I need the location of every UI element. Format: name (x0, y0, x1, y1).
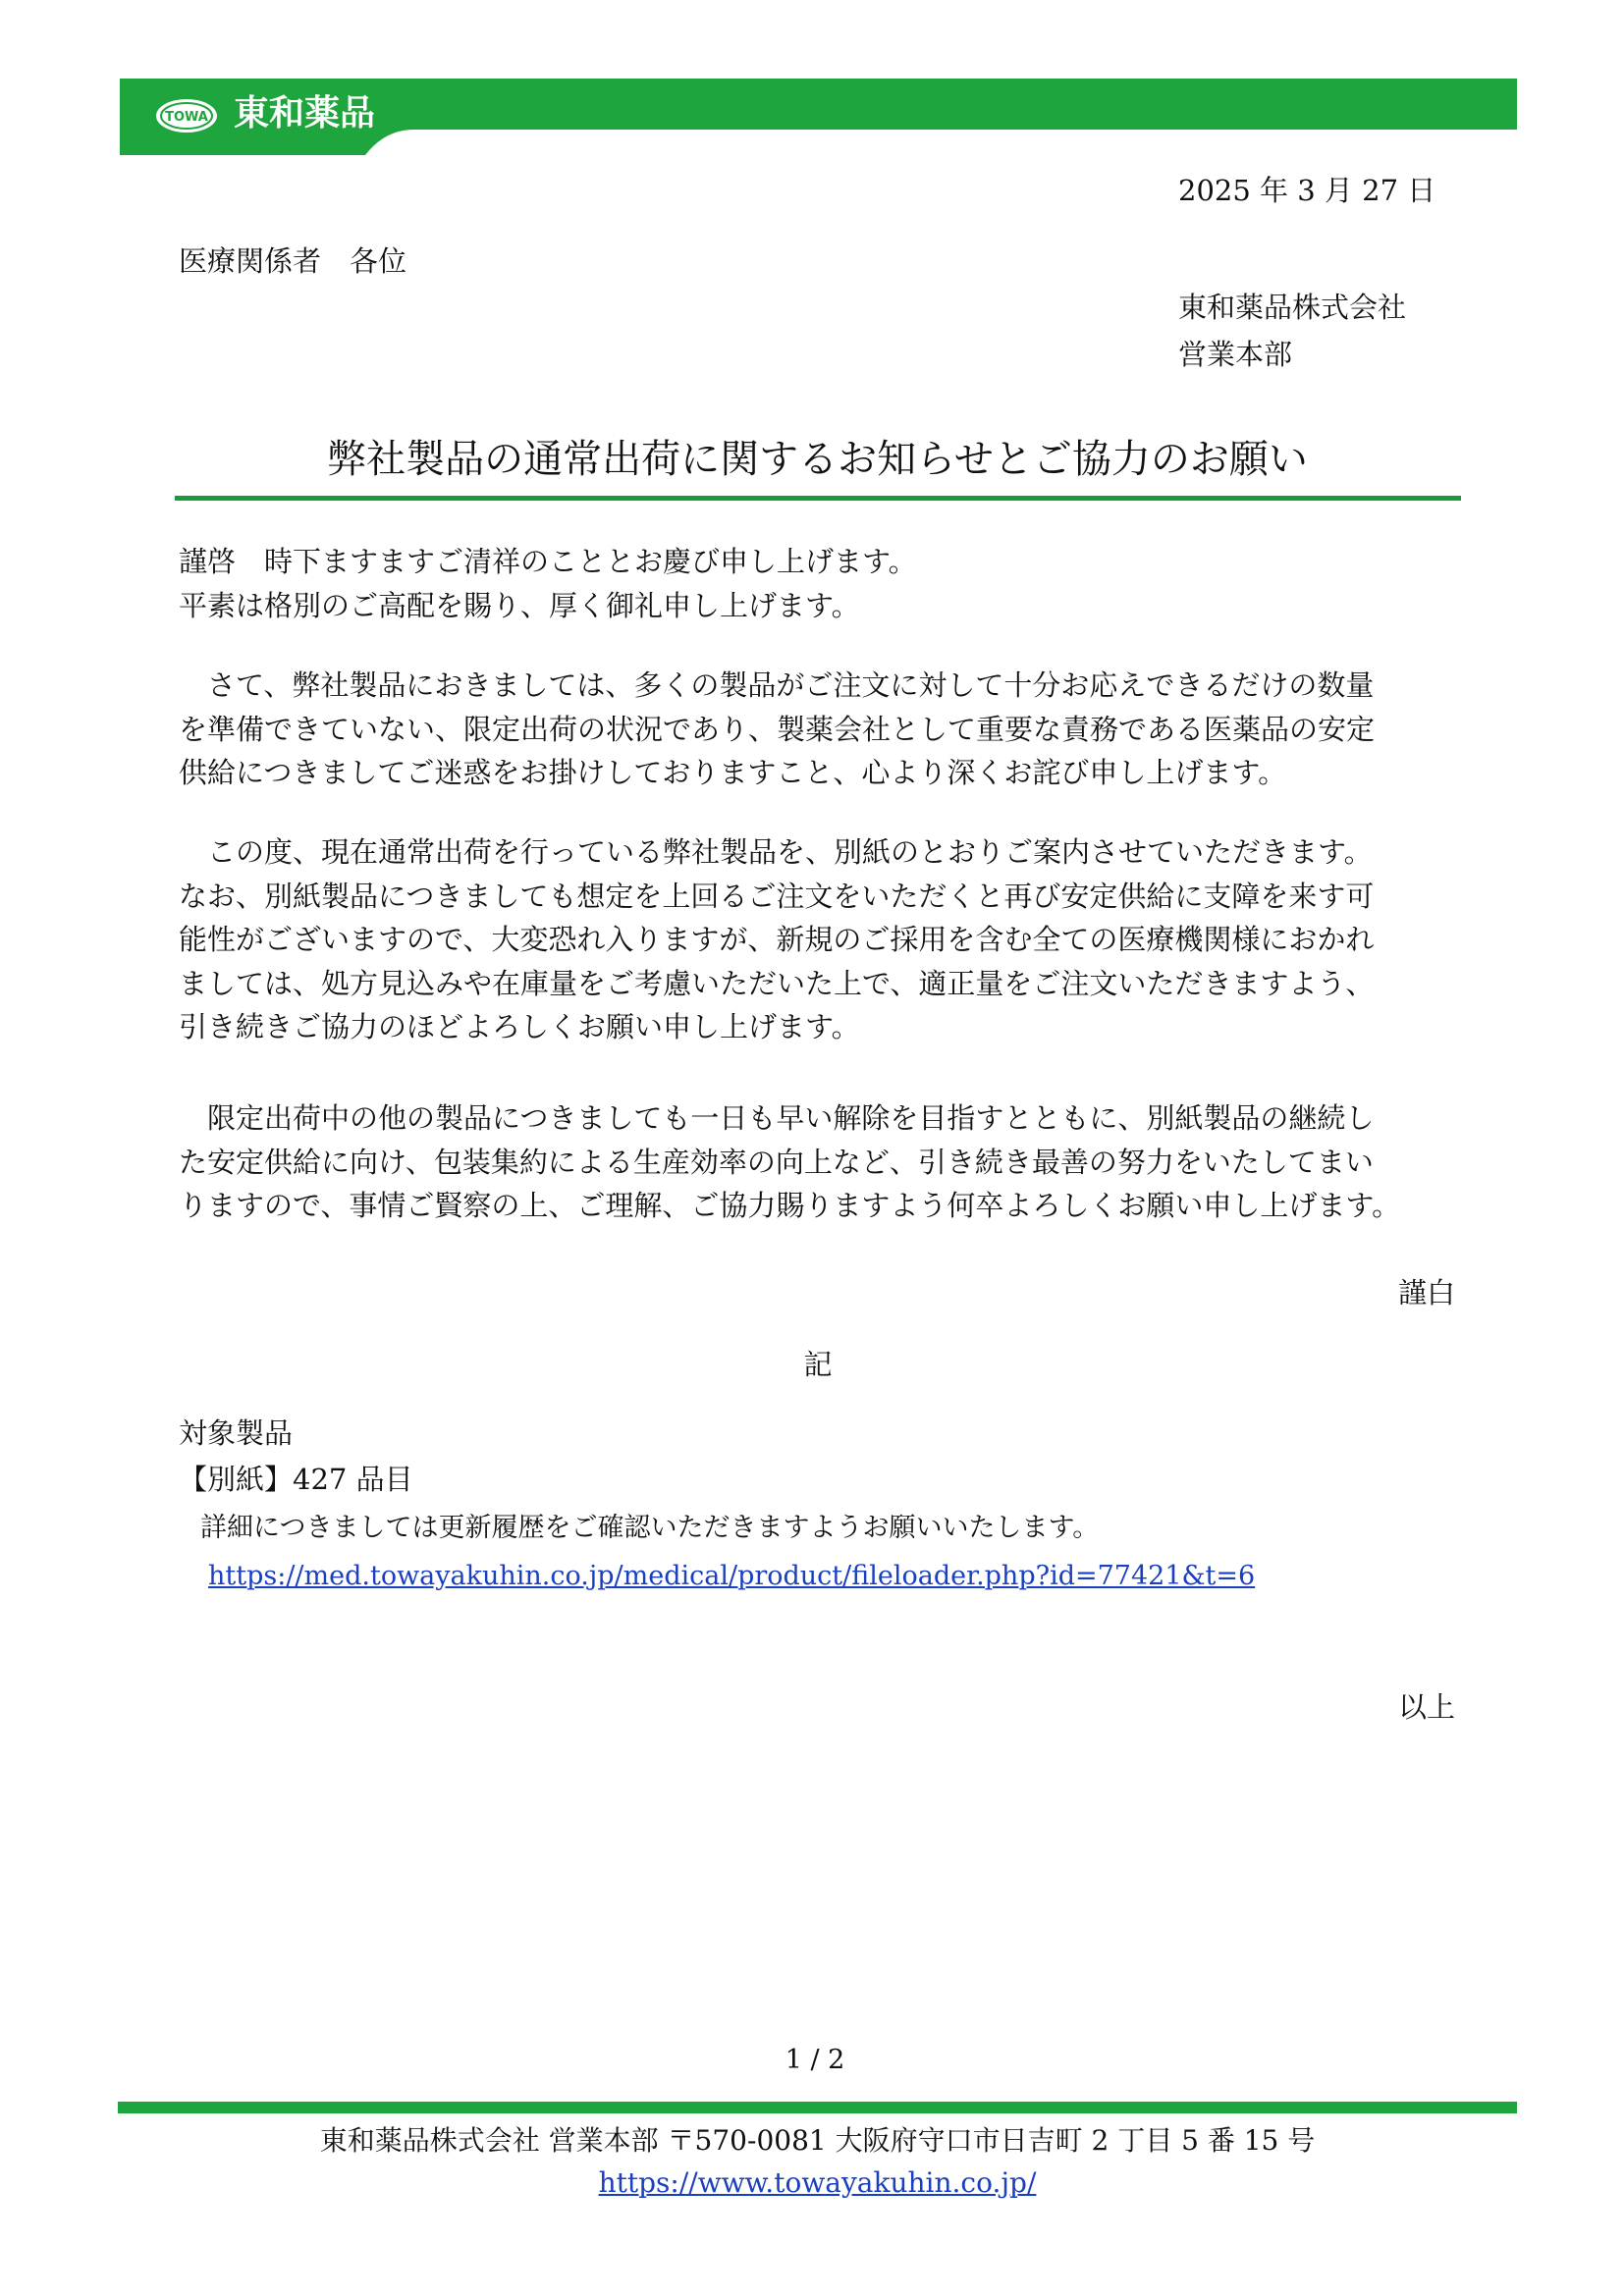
paragraph-line: この度、現在通常出荷を行っている弊社製品を、別紙のとおりご案内させていただきます。 (179, 835, 1373, 869)
closing: 謹白 (1397, 1276, 1455, 1309)
detail-link[interactable]: https://med.towayakuhin.co.jp/medical/product/fileloader.php?id=77421&t=6 (208, 1561, 1256, 1591)
footer-address: 東和薬品株式会社 営業本部 〒570-0081 大阪府守口市日吉町 2 丁目 5 番 15 号 (319, 2124, 1316, 2157)
paragraph-line: 限定出荷中の他の製品につきましても一日も早い解除を目指すとともに、別紙製品の継続し (179, 1101, 1375, 1135)
brand-name[interactable]: 東和薬品 (234, 93, 376, 133)
paragraph-1 (179, 664, 1465, 795)
sender-company: 東和薬品株式会社 (1178, 291, 1407, 324)
paragraph-line: なお、別紙製品につきましても想定を上回るご注文をいただくと再び安定供給に支障を来す可 (179, 879, 1375, 913)
paragraph-3 (179, 1096, 1465, 1228)
greeting-line: 平素は格別のご高配を賜り、厚く御礼申し上げます。 (179, 588, 860, 622)
greeting-line: 謹啓 時下ますますご清祥のこととお慶び申し上げます。 (179, 545, 917, 578)
sender-department: 営業本部 (1178, 338, 1293, 371)
paragraph-2 (179, 830, 1465, 1049)
target-label: 対象製品 (179, 1416, 294, 1450)
letter-date: 2025 年 3 月 27 日 (1178, 174, 1436, 207)
footer-url-row (118, 2166, 1517, 2199)
attachment-count: 【別紙】427 品目 (179, 1463, 413, 1496)
paragraph-line: りますので、事情ご賢察の上、ご理解、ご協力賜りますよう何卒よろしくお願い申し上げます。 (179, 1189, 1401, 1222)
greeting (179, 540, 1465, 627)
detail-note: 詳細につきましては更新履歴をご確認いただきますようお願いいたします。 (200, 1513, 1100, 1543)
paragraph-line: ましては、処方見込みや在庫量をご考慮いただいた上で、適正量をご注文いただきますよう、 (179, 966, 1375, 1000)
footer-rule (118, 2102, 1517, 2113)
paragraph-line: 供給につきましてご迷惑をお掛けしておりますこと、心より深くお詫び申し上げます。 (179, 756, 1287, 789)
paragraph-line: を準備できていない、限定出荷の状況であり、製薬会社として重要な責務である医薬品の安定 (179, 712, 1376, 746)
page-title: 弊社製品の通常出荷に関するお知らせとご協力のお願い (327, 437, 1308, 482)
title-underline (175, 496, 1461, 501)
end-marker: 以上 (1397, 1690, 1455, 1724)
paragraph-line: 引き続きご協力のほどよろしくお願い申し上げます。 (179, 1010, 860, 1043)
paragraph-line: さて、弊社製品におきましては、多くの製品がご注文に対して十分お応えできるだけの数量 (179, 668, 1375, 702)
paragraph-line: た安定供給に向け、包装集約による生産効率の向上など、引き続き最善の努力をいたしてまい (179, 1145, 1374, 1179)
towa-logo-icon (153, 96, 220, 135)
ki-marker: 記 (803, 1348, 833, 1381)
footer-url[interactable]: https://www.towayakuhin.co.jp/ (598, 2166, 1037, 2199)
logo-mark-text: TOWA (165, 110, 208, 125)
paragraph-line: 能性がございますので、大変恐れ入りますが、新規のご採用を含む全ての医療機関様におかれ (179, 923, 1375, 956)
recipient: 医療関係者 各位 (179, 244, 407, 278)
page-number: 1 / 2 (785, 2045, 845, 2075)
